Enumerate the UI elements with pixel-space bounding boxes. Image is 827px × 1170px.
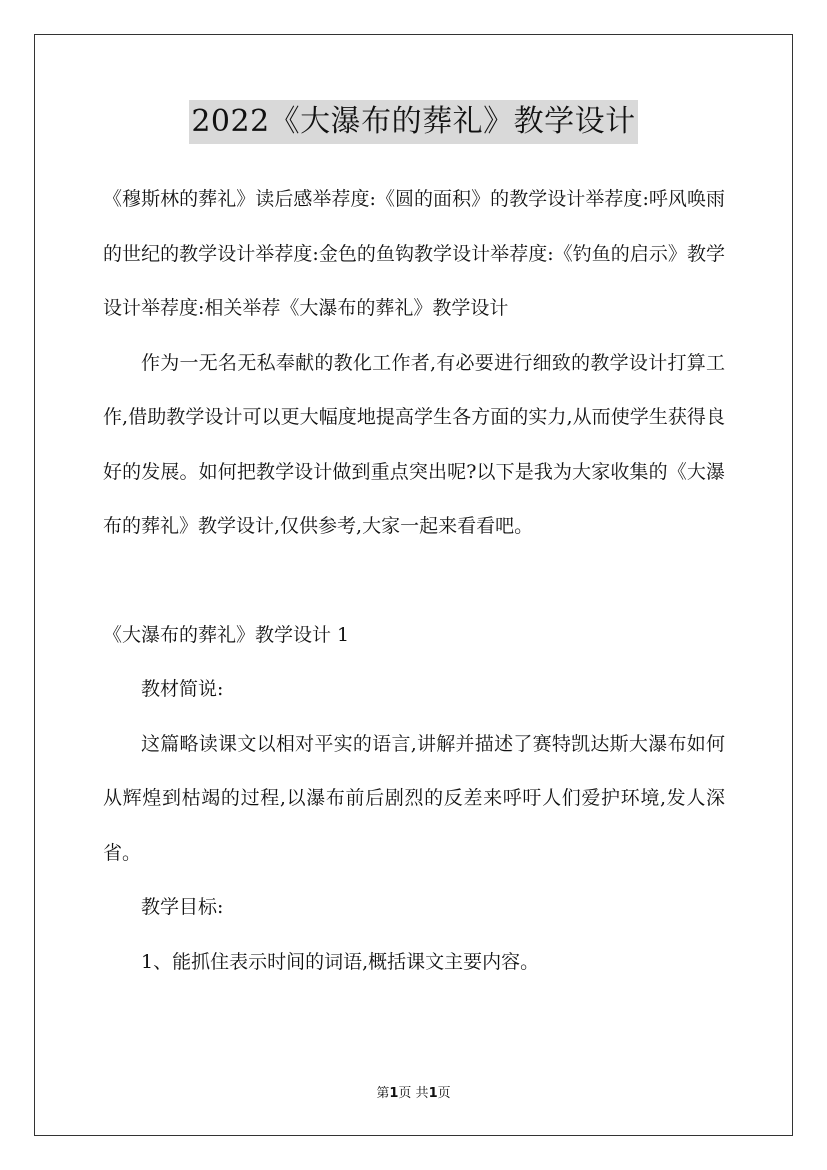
- intro-paragraph: 作为一无名无私奉献的教化工作者,有必要进行细致的教学设计打算工作,借助教学设计可以更大幅度地提高学生各方面的实力,从而使学生获得良好的发展。如何把教学设计做到重点突出呢?以下是我为大家收集的《大瀑布的葬礼》教学设计,仅供参考,大家一起来看看吧。: [103, 351, 725, 537]
- footer-prefix: 第: [376, 1086, 390, 1101]
- footer-page-number: 1: [389, 1086, 399, 1101]
- document-body: [103, 172, 725, 989]
- blank-line: [103, 554, 725, 608]
- recommend-paragraph: 《穆斯林的葬礼》读后感举荐度:《圆的面积》的教学设计举荐度:呼风唤雨的世纪的教学设计举荐度:金色的鱼钩教学设计举荐度:《钓鱼的启示》教学设计举荐度:相关举荐《大瀑布的葬礼》教学设计: [103, 188, 725, 319]
- document-title: 2022《大瀑布的葬礼》教学设计: [189, 100, 637, 144]
- footer-suffix: 页: [437, 1086, 451, 1101]
- page-footer: [0, 1082, 827, 1101]
- material-paragraph: 这篇略读课文以相对平实的语言,讲解并描述了赛特凯达斯大瀑布如何从辉煌到枯竭的过程,以瀑布前后剧烈的反差来呼吁人们爱护环境,发人深省。: [103, 732, 725, 864]
- section-heading: 《大瀑布的葬礼》教学设计 1: [103, 623, 350, 646]
- title-wrap: [0, 100, 827, 144]
- goals-label: 教学目标:: [141, 896, 224, 918]
- goal-item: 1、能抓住表示时间的词语,概括课文主要内容。: [141, 950, 540, 973]
- footer-middle: 页 共: [398, 1086, 429, 1101]
- material-label: 教材简说:: [141, 678, 224, 700]
- footer-total-pages: 1: [428, 1086, 438, 1101]
